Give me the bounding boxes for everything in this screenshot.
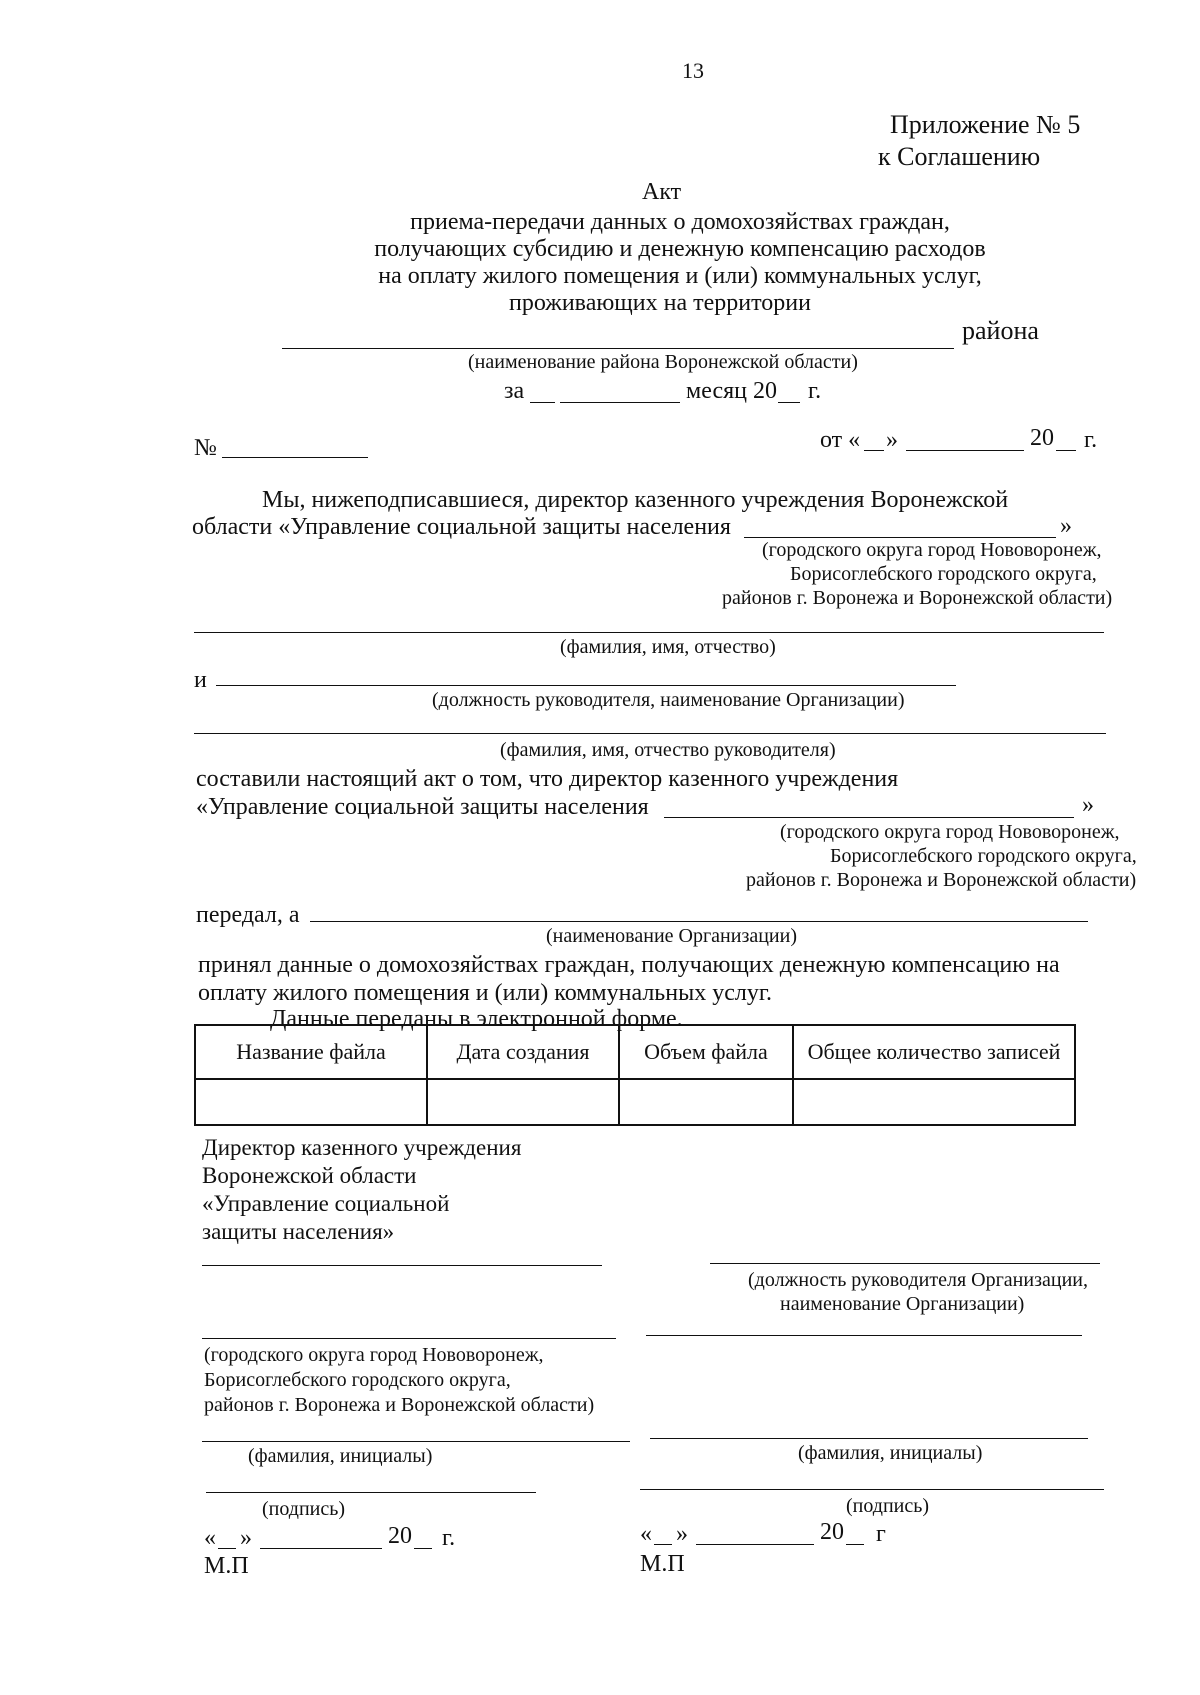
para3-line2: оплату жилого помещения и (или) коммунальных услуг. — [198, 980, 772, 1006]
left-district-caption-line2: Борисоглебского городского округа, — [204, 1369, 511, 1391]
para1-close-quote: » — [1060, 513, 1072, 539]
date-close-quote: » — [886, 427, 898, 453]
period-day-blank — [530, 402, 555, 403]
para2-line2: «Управление социальной защиты населения — [196, 794, 649, 820]
right-position-blank — [710, 1263, 1100, 1264]
district-caption-2-line1: (городского округа город Нововоронеж, — [780, 821, 1120, 843]
and-word: и — [194, 667, 207, 693]
number-label: № — [194, 435, 217, 461]
left-date-day-blank — [218, 1548, 236, 1549]
left-title-line2: Воронежской области — [202, 1163, 417, 1188]
para2-district-blank — [664, 817, 1074, 818]
cell-records-count — [793, 1079, 1075, 1125]
para2-close-quote: » — [1082, 792, 1094, 818]
left-district-caption-line3: районов г. Воронежа и Воронежской области) — [204, 1394, 595, 1416]
district-caption-1-line2: Борисоглебского городского округа, — [790, 563, 1097, 585]
date-day-blank — [864, 450, 884, 451]
right-initials-blank — [650, 1438, 1088, 1439]
left-signature-caption: (подпись) — [262, 1498, 346, 1520]
right-date-year: 20 — [820, 1519, 844, 1545]
right-date-open-quote: « — [640, 1521, 652, 1547]
left-date-year-blank — [414, 1548, 432, 1549]
right-org-blank — [646, 1335, 1082, 1336]
date-month-blank — [906, 450, 1024, 451]
district-caption-2-line3: районов г. Воронежа и Воронежской области) — [746, 869, 1137, 891]
left-director-blank — [202, 1265, 602, 1266]
period-month: месяц 20 — [686, 378, 777, 404]
date-g: г. — [1084, 427, 1098, 453]
title-line-4: на оплату жилого помещения и (или) коммунальных услуг, — [378, 263, 982, 289]
left-initials-caption: (фамилия, инициалы) — [248, 1445, 433, 1467]
district-caption-1-line1: (городского округа город Нововоронеж, — [762, 539, 1102, 561]
org-caption: (наименование Организации) — [546, 925, 797, 947]
electronic-form-text: Данные переданы в электронной форме. — [270, 1006, 683, 1032]
table-row — [195, 1079, 1075, 1125]
title-line-3: получающих субсидию и денежную компенсацию расходов — [374, 236, 986, 262]
right-date-g: г — [876, 1521, 886, 1547]
left-date-year: 20 — [388, 1523, 412, 1549]
files-table — [194, 1024, 1076, 1126]
fio-director-blank — [194, 632, 1104, 633]
left-title-line1: Директор казенного учреждения — [202, 1135, 522, 1160]
district-caption-2-line2: Борисоглебского городского округа, — [830, 845, 1137, 867]
appendix-agreement: к Соглашению — [878, 142, 1041, 171]
right-initials-caption: (фамилия, инициалы) — [798, 1442, 983, 1464]
title-line-5: проживающих на территории — [509, 290, 811, 316]
position-blank — [216, 685, 956, 686]
cell-file-name — [195, 1079, 427, 1125]
cell-creation-date — [427, 1079, 619, 1125]
para1-district-blank — [744, 537, 1056, 538]
left-title-line4: защиты населения» — [202, 1219, 395, 1244]
appendix-number: Приложение № 5 — [890, 110, 1081, 139]
header-creation-date: Дата создания — [427, 1025, 619, 1079]
fio-head-blank — [194, 733, 1106, 734]
date-year: 20 — [1030, 425, 1054, 451]
rayon-caption: (наименование района Воронежской области) — [468, 351, 858, 373]
right-date-month-blank — [696, 1544, 814, 1545]
title-line-2: приема-передачи данных о домохозяйствах граждан, — [410, 209, 950, 235]
org-blank — [310, 921, 1088, 922]
left-date-g: г. — [442, 1525, 456, 1551]
date-year-blank — [1056, 450, 1076, 451]
table-header-row — [195, 1025, 1075, 1079]
left-date-close-quote: » — [240, 1525, 252, 1551]
right-signature-caption: (подпись) — [846, 1495, 930, 1517]
period-za: за — [504, 378, 525, 404]
para3-line1: принял данные о домохозяйствах граждан, получающих денежную компенсацию на — [198, 952, 1060, 978]
left-district-caption-line1: (городского округа город Нововоронеж, — [204, 1344, 544, 1366]
header-records-count: Общее количество записей — [793, 1025, 1075, 1079]
right-date-day-blank — [654, 1544, 672, 1545]
left-date-open-quote: « — [204, 1525, 216, 1551]
doc-title: Акт — [642, 179, 682, 205]
rayon-blank-line — [282, 348, 954, 349]
left-seal-mark: М.П — [204, 1553, 249, 1579]
fio-caption: (фамилия, имя, отчество) — [560, 636, 776, 658]
district-caption-1-line3: районов г. Воронежа и Воронежской области) — [722, 587, 1113, 609]
number-blank — [222, 457, 368, 458]
left-district-blank — [202, 1338, 616, 1339]
right-position-caption-line1: (должность руководителя Организации, — [748, 1269, 1088, 1291]
right-date-year-blank — [846, 1544, 864, 1545]
header-file-size: Объем файла — [619, 1025, 793, 1079]
period-month-blank — [560, 402, 680, 403]
period-g: г. — [808, 378, 822, 404]
para2-line1: составили настоящий акт о том, что директор казенного учреждения — [196, 766, 899, 792]
cell-file-size — [619, 1079, 793, 1125]
right-signature-blank — [640, 1489, 1104, 1490]
left-signature-blank — [206, 1492, 536, 1493]
right-position-caption-line2: наименование Организации) — [780, 1293, 1025, 1315]
left-initials-blank — [202, 1441, 630, 1442]
right-seal-mark: М.П — [640, 1551, 685, 1577]
left-title-line3: «Управление социальной — [202, 1191, 450, 1216]
transferred-text: передал, а — [196, 902, 300, 928]
rayon-word: района — [962, 316, 1039, 345]
date-ot: от « — [820, 427, 861, 453]
left-date-month-blank — [260, 1548, 382, 1549]
period-year-blank — [778, 402, 800, 403]
para1-line1: Мы, нижеподписавшиеся, директор казенного учреждения Воронежской — [262, 487, 1009, 513]
fio-head-caption: (фамилия, имя, отчество руководителя) — [500, 739, 836, 761]
position-caption: (должность руководителя, наименование Организации) — [432, 689, 905, 711]
header-file-name: Название файла — [195, 1025, 427, 1079]
page-number: 13 — [682, 58, 704, 83]
right-date-close-quote: » — [676, 1521, 688, 1547]
para1-line2: области «Управление социальной защиты населения — [192, 514, 731, 540]
